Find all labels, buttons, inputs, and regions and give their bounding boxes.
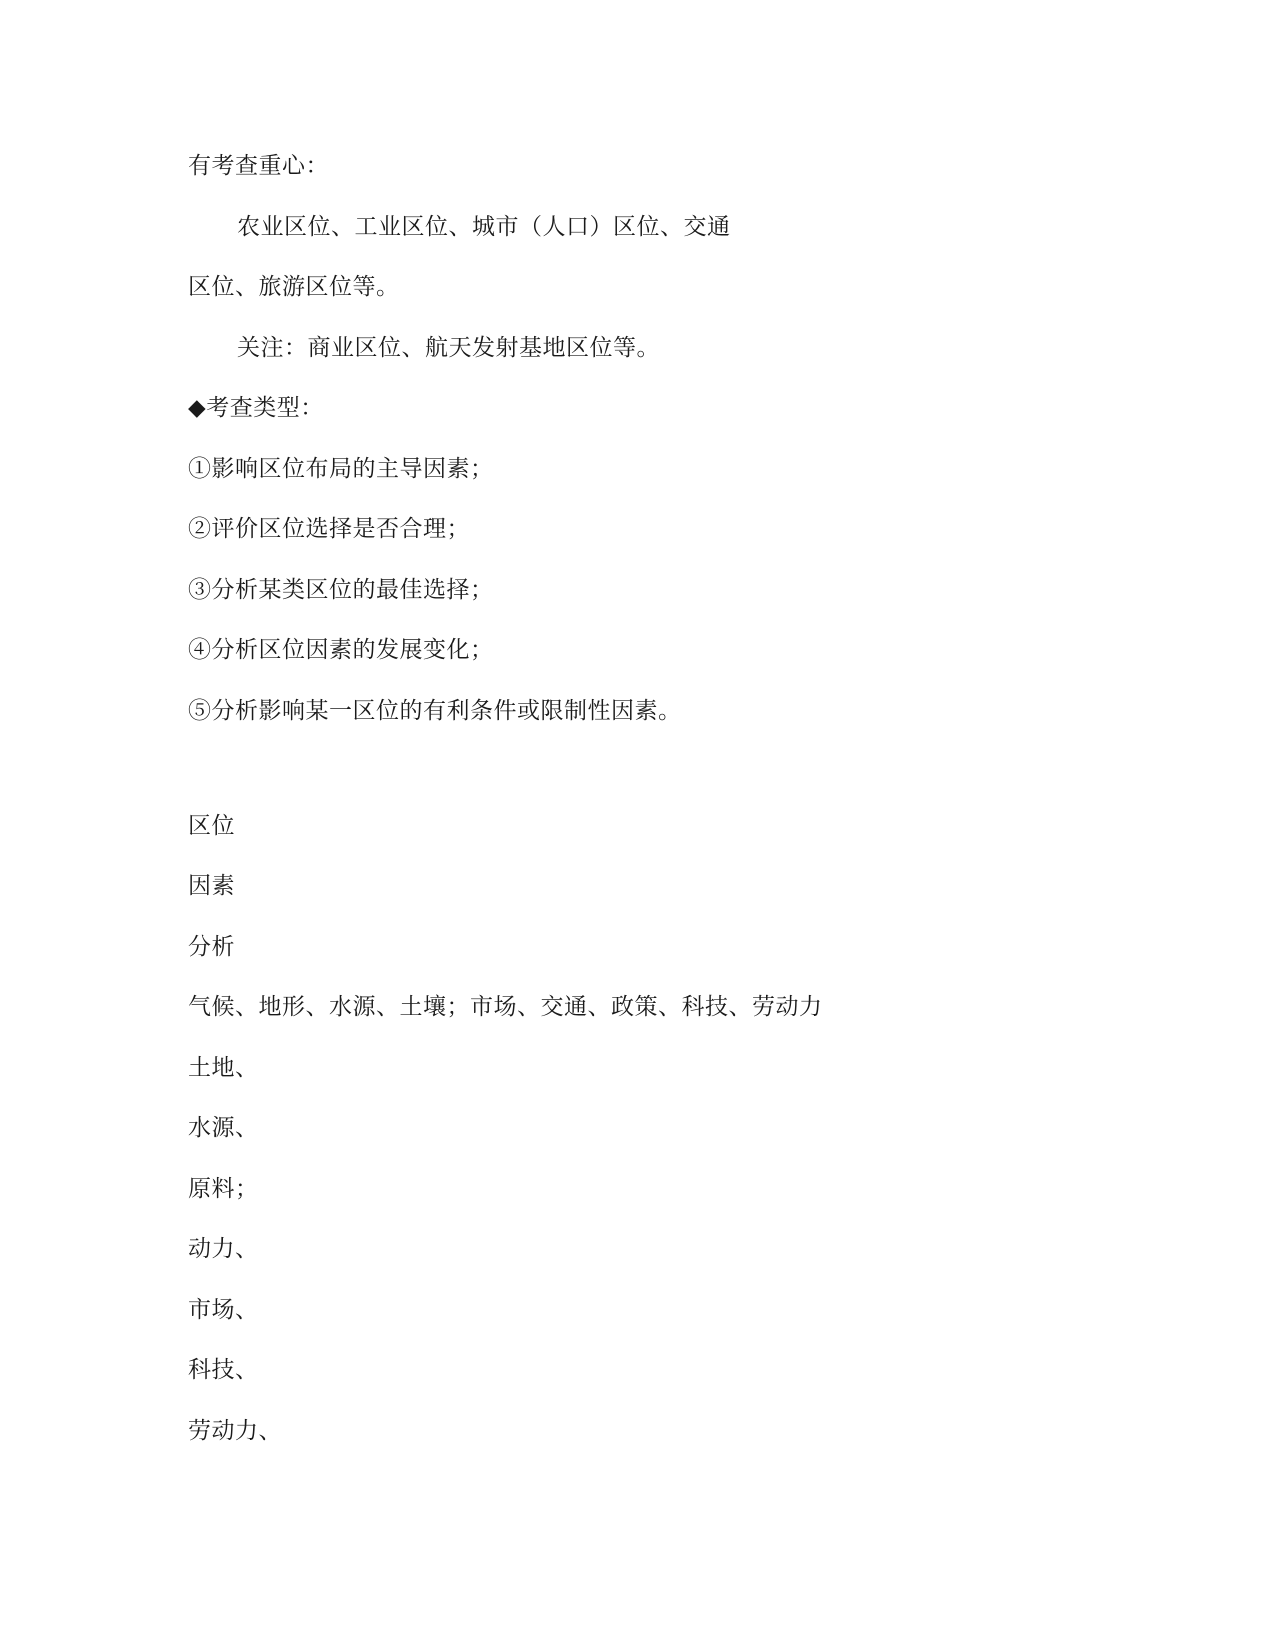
text-line: 区位 xyxy=(188,813,235,839)
text-line: 分析 xyxy=(188,934,235,960)
text-line: 科技、 xyxy=(188,1357,259,1383)
text-line: 农业区位、工业区位、城市（人口）区位、交通 xyxy=(237,214,731,240)
text-line: 动力、 xyxy=(188,1236,259,1262)
text-line: 原料； xyxy=(188,1176,259,1202)
list-item: ③分析某类区位的最佳选择； xyxy=(188,577,494,603)
text-line: 气候、地形、水源、土壤；市场、交通、政策、科技、劳动力 xyxy=(188,994,823,1020)
text-line: 区位、旅游区位等。 xyxy=(188,274,400,300)
list-item: ④分析区位因素的发展变化； xyxy=(188,637,494,663)
text-line: 因素 xyxy=(188,873,235,899)
text-line: 关注：商业区位、航天发射基地区位等。 xyxy=(237,335,660,361)
text-line: 土地、 xyxy=(188,1055,259,1081)
text-line: 水源、 xyxy=(188,1115,259,1141)
text-line: 有考查重心： xyxy=(188,153,329,179)
text-line: 劳动力、 xyxy=(188,1418,282,1444)
list-item: ①影响区位布局的主导因素； xyxy=(188,456,494,482)
list-item: ⑤分析影响某一区位的有利条件或限制性因素。 xyxy=(188,698,682,724)
list-item: ②评价区位选择是否合理； xyxy=(188,516,470,542)
section-heading: ◆考查类型： xyxy=(188,395,324,421)
text-line: 市场、 xyxy=(188,1297,259,1323)
